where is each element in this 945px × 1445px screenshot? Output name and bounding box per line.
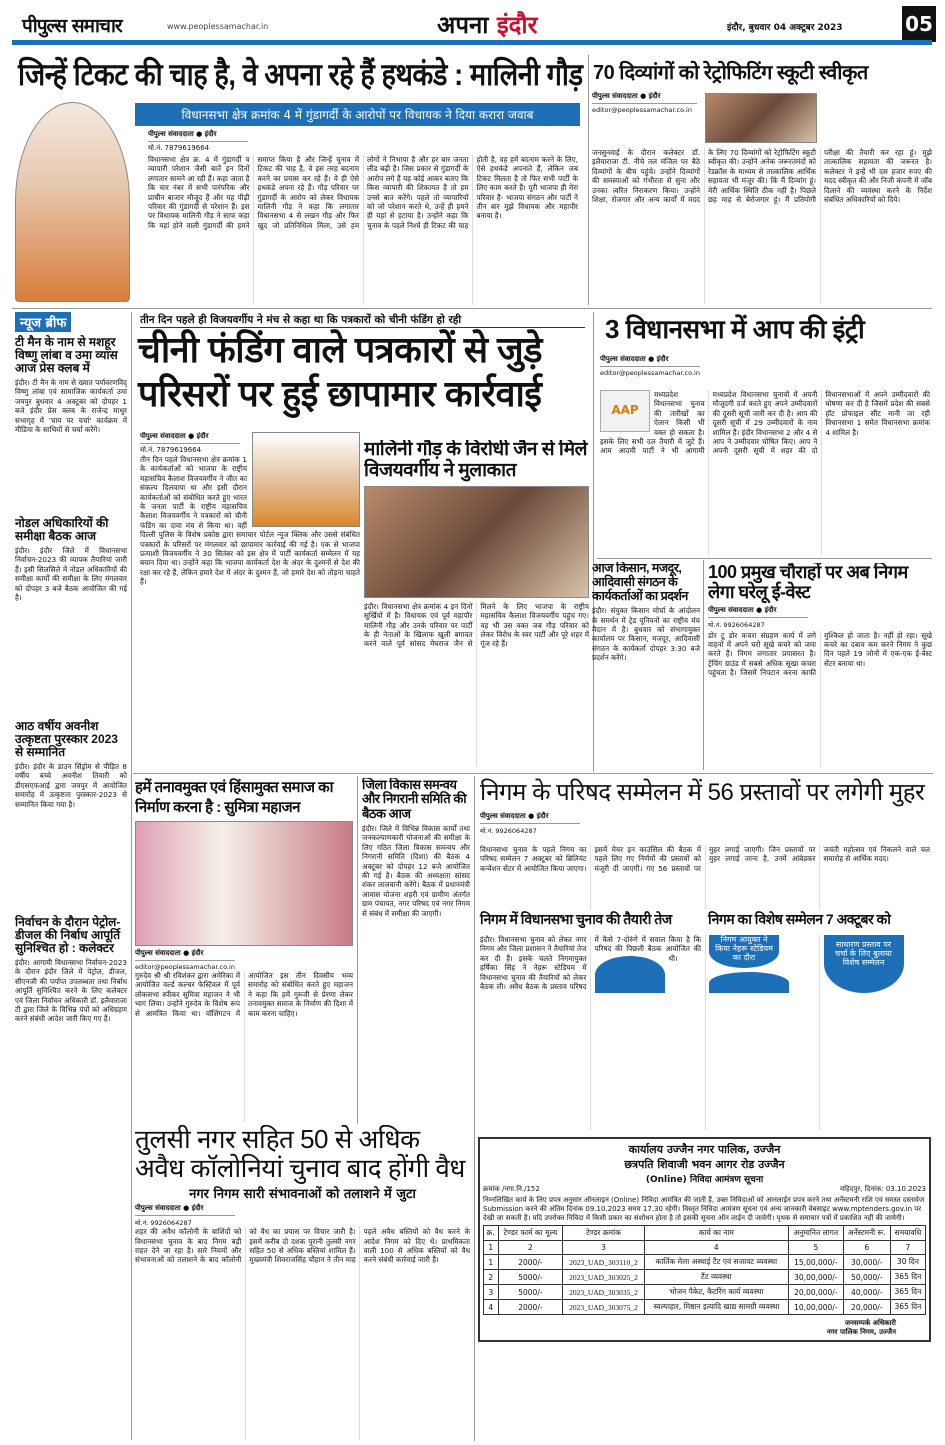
table-cell: 30,00,000/- [789,1270,844,1285]
story-aap [600,390,930,555]
story-china-kicker: तीन दिन पहले ही विजयवर्गीय ने मंच से कहा था कि पत्रकारों को चीनी फंडिंग हो रही [140,313,585,328]
page-number: 05 [902,6,936,42]
brief-text: इंदौर। इंदौर जिले में विधानसभा निर्वाचन-2023 की व्यापक तैयारियां जारी हैं। इसी सिलसिले में नोडल अधिकारियों की समीक्षा कार्यों की समीक्षा के लिए मंगलवार को दोपहर 3 बजे बैठक आयोजित की गई है। [15,546,127,603]
story-protest [592,562,700,767]
table-cell: टैंट व्यवस्था [644,1270,788,1285]
brief-title: निर्वाचन के दौरान पेट्रोल-डीजल की निर्बाध आपूर्ति सुनिश्चित हो : कलेक्टर [15,915,121,955]
tender-table [483,1225,926,1315]
story-scooty-body: जनसुनवाई के दौरान कलेक्टर डॉ. इलैयाराजा टी. नीचे तल मंजिल पर बैठे दिव्यांगों के बीच पहुंचे। उन्होंने दिव्यांगों की समस्याओं को गंभीरता से सुना और उनका त्वरित निराकरण किया। उन्होंने शिक्षा, रोजगार और अन्य कार्यों में मदद के लिए 70 दिव्यांगों को रेट्रोफिटिंग स्कूटी स्वीकृत की। उन्होंने अनेक जरूरतमंदों को रेडक्रॉस के माध्यम से तात्कालिक आर्थिक सहायता भी मंजूर की। किं मैं दिव्यांग हूं। मेरी आर्थिक स्थिति ठीक नहीं है। पिछले छह माह से बेरोजगार हूं। मैं प्रतियोगी परीक्षा की तैयारी कर रहा हूं। मुझे तात्कालिक सहायता की जरूरत है। कलेक्टर ने इन्हें भी दस हजार रुपए की मदद स्वीकृत की और निजी कंपनी में जॉब दिलाने की व्यवस्था करने के निर्देश संबंधित अधिकारियों को दिये। [592,148,932,205]
section-title-a: अपना [437,11,489,39]
story-colony-subhead: नगर निगम सारी संभावनाओं को तलाशने में जुटा [189,1187,416,1203]
byline: पीपुल्स संवाददाता ● इंदौर [600,355,700,367]
byline: पीपुल्स संवाददाता ● इंदौर [708,606,808,618]
divider [133,773,933,774]
brief-text: इंदौर। टी मैन के नाम से ख्यात पर्यावरणविद् विष्णु लांबा एवं सामाजिक कार्यकर्ता उमा जयपुर बुधवार 4 अक्टूबर को दोपहर 1 बजे इंदौर प्रेस क्लब के राजेन्द्र माथुर सभागृह में 'चाय पर चर्चा' कार्यक्रम में मीडिया के साथियों से चर्चा करेंगे। [15,378,127,435]
mobile-number: मो.नं. 9926064287 [708,620,765,629]
meeting-photo [364,486,589,598]
mobile-number: मो.नं. 9926064287 [480,827,537,835]
masthead [12,6,932,40]
aap-logo: AAP [600,390,650,432]
divider [588,55,589,305]
table-cell: 30,000/- [843,1255,890,1270]
story-china [140,432,360,767]
newspaper-logo: पीपुल्स समाचार [22,15,122,37]
tender-title: (Online) निविदा आमंत्रण सूचना [645,1175,764,1185]
table-cell: 365 दिन [890,1300,925,1315]
signatory-title: जनसम्पर्क अधिकारी [844,1319,896,1327]
table-number-row [484,1241,926,1255]
story-body: तीन दिन पहले विधानसभा क्षेत्र क्रमांक 1 के कार्यकर्ताओं को भाजपा के राष्ट्रीय महासचिव कैलाश विजयवर्गीय ने जीत का संकल्प दिलवाया था और इसी दौरान कार्यकर्ताओं को संबोधित करते हुए भारत के जनता पार्टी के राष्ट्रीय महासचिव कैलाश विजयवर्गीय ने पत्रकारों को चीनी फंडिंग का दावा मंच से किया था। वहीं दिल्ली पुलिस के विशेष प्रकोष्ठ द्वारा समाचार पोर्टल न्यूज क्लिक और उससे संबंधित पत्रकारों के परिसरों पर मंगलवार को छापामार कार्रवाई की गई है। एक से भाजपा प्रत्याशी विजयवर्गीय ने 30 सितंबर को इस क्षेत्र में पार्टी कार्यकर्ता सम्मेलन में यह बयान दिया था। उन्होंने कहा कि भाजपा कार्यकर्ता देश के अंदर के दुश्मनों से देश की रक्षा कर रहे हैं, लेकिन हमारे देश में अंदर के दुश्मन हैं, जो हमारे देश को तोड़ना चाहते हैं। [140,455,360,587]
tender-address: छत्रपति शिवाजी भवन आगर रोड उज्जैन [624,1158,785,1171]
story-colony-headline: तुलसी नगर सहित 50 से अधिक अवैध कॉलोनियां चुनाव बाद होंगी वैध [135,1125,465,1183]
table-row [484,1255,926,1270]
story-council-body: विधानसभा चुनाव के पहले निगम का परिषद सम्मेलन 7 अक्टूबर को ब्रिलियंट कन्वेंशन सेंटर में आयोजित किया जाएगा। इसमें मेयर इन काउंसिल की बैठक में पहले लिए गए निर्णयों की प्रस्तावों को मंजूरी दी जाएगी। गए 56 प्रस्तावों पर मुहर लगाई जाएगी। जिन प्रस्तावों पर मुहर लगाई जाना है, उनमें आंबेडकर जयंती महोत्सव एवं निकलने वाले चल समारोह से आर्थिक मदद। [480,845,930,873]
story-aap-headline: 3 विधानसभा में आप की इंट्री [605,314,865,344]
section-title [437,8,537,41]
council-callout-1: निगम आयुक्त ने किया नेहरू स्टेडियम का दौरा [595,935,780,993]
col-header: अनुमानित लागत [789,1226,844,1241]
table-cell: 3 [484,1285,499,1300]
story-council-headline: निगम के परिषद सम्मेलन में 56 प्रस्तावों पर लगेगी मुहर [480,779,925,806]
divider [703,560,704,770]
table-cell: 4 [484,1300,499,1315]
brief-item [15,916,127,1378]
story-malini-headline: जिन्हें टिकट की चाह है, वे अपना रहे हैं हथकंडे : मालिनी गौड़ [18,57,583,92]
byline: पीपुल्स संवाददाता ● इंदौर [135,949,235,961]
brief-title: टी मैन के नाम से मशहूर विष्णु लांबा व उमा व्यास आज प्रेस क्लब में [15,335,118,375]
col-header: क्र. [484,1226,499,1241]
story-colony-block [135,1125,470,1440]
byline: पीपुल्स संवाददाता ● इंदौर [592,92,697,104]
col-header: टेण्डर फार्म का मूल्य [498,1226,563,1241]
table-cell: 1 [484,1255,499,1270]
section-title-b: इंदौर [496,11,538,39]
masthead-rule [12,40,932,45]
story-protest-body: इंदौर। संयुक्त किसान मोर्चा के आंदोलन के समर्थन में ट्रेड यूनियनों का राष्ट्रीय मंच मैदान में है। बुधवार को संभागायुक्त कार्यालय पर किसान, मजदूर, आदिवासी संगठन के कार्यकर्ता दोपहर 3:30 बजे प्रदर्शन करेंगे। [592,606,700,663]
table-cell: भोजन पैकेट, कैटरिंग कार्य व्यवस्था [644,1285,788,1300]
table-cell: 40,000/- [843,1285,890,1300]
signatory-office: नगर पालिक निगम, उज्जैन [826,1328,896,1336]
table-cell: 50,000/- [843,1270,890,1285]
story-ewaste-body: डोर टू डोर कचरा संग्रहण कार्य में लगे वाहनों में अपने घरों सूखे कचरे को जमा करते हैं। निगम लगातार प्रयासरत है। ट्रेंचिंग ग्राउंड में सबसे अधिक सूखा कचरा पहुंचता है। जिसमें निपटान करना काफी मुश्किल हो जाता है। नहीं हो रहा। सूखे कचरे का दबाव कम करने निगम ने कुछ दिन पहले 19 जोनों में एक-एक ई-वेस्ट सेंटर बनाया था। [708,630,932,678]
table-cell: कार्तिक मेला अस्थाई टैंट एवं सजावट व्यवस्था [644,1255,788,1270]
story-malini-subhead: विधानसभा क्षेत्र क्रमांक 4 में गुंडागर्दी के आरोपों पर विधायक ने दिया करारा जवाब [135,103,580,126]
story-malini [148,130,578,305]
tender-office: कार्यालय उज्जैन नगर पालिक, उज्जैन [628,1143,781,1156]
news-brief-sidebar [15,312,127,1440]
website-url[interactable]: www.peoplessamachar.in [167,22,269,31]
col-number: 6 [843,1241,890,1255]
table-cell: स्वल्पाहार, मिष्ठान इत्यादि खाद्य सामग्री व्यवस्था [644,1300,788,1315]
issue-date: इंदौर, बुधवार 04 अक्टूबर 2023 [727,23,843,33]
mobile-number: मो.नं. 7879619664 [148,144,210,152]
story-council-sub-body: इंदौर। विधानसभा चुनाव को लेकर नगर निगम और जिला प्रशासन ने तैयारियां तेज कर दी हैं। इसके चलते निगमायुक्त हर्षिका सिंह ने नेहरू स्टेडियम में विधानसभा चुनाव की तैयारियों को लेकर बैठक ली। अवैध बैठक के प्रस्ताव परिषद में कैसे 7-दोरुंगे में सवाल किया है कि परिषद की पिछली बैठक आयोजित की थी। [480,935,701,992]
table-row [484,1285,926,1300]
divider [12,308,932,309]
mahajan-photo [135,821,353,946]
tender-date: महिदपुर, दिनांक: 03.10.2023 [840,1185,926,1193]
table-cell: 2023_UAD_303035_2 [563,1285,644,1300]
divider [131,312,132,1440]
col-header: कार्य का नाम [644,1226,788,1241]
divider [597,558,932,559]
table-cell: 10,00,000/- [789,1300,844,1315]
vijayvargiya-photo [252,432,360,527]
story-body: शहर की अवैध कॉलोनी के बाशिंदों को विधानसभा चुनाव के बाद निगम बड़ी राहत देने जा रहा है। सारे नियमों और संभावनाओं को तलाशने के बाद कॉलोनी को वैध का प्रयास पर विचार जारी है। इसमें करीब दो दशक पुरानी तुलसी नगर सहित 50 से अधिक बस्तियां शामिल हैं। मुख्यमंत्री शिवराजसिंह चौहान ने तीन माह पहले अवैध बस्तियों को वैध करने के आदेश निगम को दिए थे। प्राथमिकता वाली 100 से अधिक बस्तियों को वैध करने संबंधी कार्रवाई जारी है। [135,1227,470,1265]
news-brief-label: न्यूज ब्रीफ [15,312,71,332]
byline: पीपुल्स संवाददाता ● इंदौर [480,812,580,824]
table-cell: 2 [484,1270,499,1285]
brief-item [15,517,127,716]
table-cell: 20,000/- [843,1300,890,1315]
byline: पीपुल्स संवाददाता ● इंदौर [135,1204,235,1216]
col-number: 3 [563,1241,644,1255]
story-disha [362,778,470,1122]
brief-title: आठ वर्षीय अवनीश उत्कृष्टता पुरस्कार 2023 से सम्मानित [15,719,118,759]
scooty-photo [705,93,817,143]
story-body: गुरुदेव श्री श्री रविशंकर द्वारा अमेरिका में आयोजित वर्ल्ड कल्चर फेस्टिवल में पूर्व लोकसभा स्पीकर सुमित्रा महाजन ने भी भाग लिया। उन्होंने गुरुदेव के विशेष रूप से आमंत्रित किया था। वॉशिंगटन में आयोजित इस तीन दिवसीय भव्य समारोह को संबोधित करते हुए महाजन ने कहा कि हमें गुरुजी से प्रेरणा लेकर तनावमुक्त समाज के निर्माण की दिशा में काम करना चाहिए। [135,971,353,1018]
divider [357,776,358,1124]
col-number: 1 [484,1241,499,1255]
tender-signature [483,1319,926,1337]
tender-intro: निम्नलिखित कार्य के लिए प्रपत्र अनुसार ऑनलाइन (Online) निविदा आमंत्रित की जाती हैं, उक्त निविदाओं को आनलाईन प्रपत्र करने तथा अर्नेस्टमनी राशि एवं समस्त दस्तावेज Submission करने की अंतिम दिनांक 09.10.2023 समय 17.30 रहेगी। विस्तृत निविदा आमंत्रण सूचना एवं अन्य जानकारी वेबसाइट www.mptenders.gov.in पर देखी जा सकती है। यदि उपरोक्त निविदा में किसी प्रकार का संशोधन होता है तो इसकी सूचना ऑन लाईन दी जावेगी। पृथक से समाचार पत्रों में प्रकाशित नहीं की जायेगी। [483,1196,925,1222]
story-ewaste-headline: 100 प्रमुख चौराहों पर अब निगम लेगा घरेलू ई-वेस्ट [708,563,908,602]
story-disha-body: इंदौर। जिले में विभिन्न विकास कार्यों तथा जनकल्याणकारी योजनाओं की समीक्षा के लिए गठित जिला विकास समन्वय और निगरानी समिति (दिशा) की बैठक 4 अक्टूबर को दोपहर 12 बजे आयोजित की गई है। बैठक की अध्यक्षता सांसद शंकर लालवानी करेंगे। बैठक में प्रधानमंत्री आवास योजना शहरी एवं ग्रामीण अंतर्गत ग्राम पंचायत, नगर परिषद एवं नगर निगम से संबंध में समीक्षा की जाएगी। [362,823,470,918]
story-disha-headline: जिला विकास समन्वय और निगरानी समिति की बैठक आज [362,778,467,821]
table-cell: 15,00,000/- [789,1255,844,1270]
story-aap-byline [600,355,700,377]
table-cell: 2023_UAD_303025_2 [563,1270,644,1285]
table-cell: 2000/- [498,1300,563,1315]
brief-item [15,336,127,513]
story-council-byline [480,812,580,835]
table-row [484,1300,926,1315]
story-ewaste [708,563,932,768]
story-scooty-headline: 70 दिव्यांगों को रेट्रोफिटिंग स्कूटी स्वीकृत [593,62,868,84]
email[interactable]: editor@peoplessamachar.co.in [600,369,700,377]
table-cell: 20,00,000/- [789,1285,844,1300]
table-row [484,1270,926,1285]
story-china-headline-1: चीनी फंडिंग वाले पत्रकारों से जुड़े [138,329,543,370]
story-china-headline-2: परिसरों पर हुई छापामार कार्रवाई [138,373,542,414]
table-cell: 2023_UAD_303110_2 [563,1255,644,1270]
table-cell: 365 दिन [890,1285,925,1300]
brief-title: नोडल अधिकारियों की समीक्षा बैठक आज [15,516,109,543]
story-special-meeting-headline: निगम का विशेष सम्मेलन 7 अक्टूबर को [708,911,891,927]
email[interactable]: editor@peoplessamachar.co.in [592,106,692,114]
col-header: अर्नेस्टमनी रू. [843,1226,890,1241]
table-cell: 2000/- [498,1255,563,1270]
story-meeting-body: इंदौर। विधानसभा क्षेत्र क्रमांक 4 इन दिनों सुर्खियों में है। विधायक एवं पूर्व महापौर मालिनी गौड़ और उनके परिवार पर पार्टी के ही नेताओं के खिलाफ खुली बगावत करने वाले पूर्व सांसद मेघराज जैन से मिलने के लिए भाजपा के राष्ट्रीय महासचिव कैलाश विजयवर्गीय पहुंच गए। वह भी उस वक्त जब गौड़ परिवार को लेकर विरोध के स्वर पार्टी और पूरे शहर में गूंज रहे हैं। [364,601,589,649]
story-council-sub [480,935,930,1130]
story-ewaste-byline [708,606,808,631]
col-number: 4 [644,1241,788,1255]
email[interactable]: editor@peoplessamachar.co.in [135,963,235,971]
council-callout-2: साधारण प्रस्ताव पर चर्चा के लिए बुलाया विशेष सम्मेलन [709,935,904,993]
table-cell: 30 दिन [890,1255,925,1270]
col-number: 2 [498,1241,563,1255]
tender-ref: क्रमांक /नगा.नि./152 [483,1185,540,1193]
divider [474,776,475,1441]
malini-gaur-photo [15,102,130,302]
byline: पीपुल्स संवाददाता ● इंदौर [140,432,240,444]
byline: पीपुल्स संवाददाता ● इंदौर [148,130,248,142]
story-mahajan [135,778,353,1122]
table-header-row [484,1226,926,1241]
story-body: विधानसभा क्षेत्र क्र. 4 में गुंडागर्दी व व्यापारी परेशान जैसी बातें इन दिनों लगातार सामने आ रही हैं। कहा जाता है कि चार नंबर में सभी पारंपरिक और प्राचीन बाजार मौजूद हैं और यह पीढ़ी परिवार की गुंडागर्दी से परेशान हैं। इस पर विधायक मालिनी गौड़ ने साफ कहा कि यहां होने वाली गुंडागर्दी की हमने समाप्त किया है और जिन्हें चुनाव में टिकट की चाह है, वे इस तरह बदनाम करने का प्रयास कर रहे हैं। वे ही ऐसे हथकंडे अपना रहे हैं। गौड़ परिवार पर गुंडागर्दी के आरोप को लेकर विधायक मालिनी गौड़ ने कहा कि लगातार विधानसभा 4 से लखन गौड़ और फिर खुद जो प्रतिनिधित्व मिला, उसे हम लोगों ने निभाया है और हर बार जनता लीड बढ़ी है। जिस प्रकार से गुंडागर्दी के आरोप लगे हैं यह कोई आकर बताए कि किस व्यापारी की शिकायत है तो हम उनसे बात करेंगे। पहले तो व्यापारियों को जो परेशान करते थे, उन्हें ही हमने ही यहां से हटाया है। उन्होंने कहा कि चुनाव के पहले निश्चे ही टिकट की चाह होती है, वह हमें बदनाम करने के लिए, ऐसे हथकंडे अपनाते हैं, लेकिन जब टिकट मिलता है तो फिर सभी पार्टी के लिए काम करते हैं। पूरी भाजपा ही मेरा परिवार है- भाजपा संगठन और पार्टी ने तीन बार मुझे विधायक और महापौर बनाया है। [148,155,578,230]
tender-notice [478,1137,931,1342]
table-cell: 2023_UAD_303075_2 [563,1300,644,1315]
col-number: 7 [890,1241,925,1255]
story-mahajan-headline: हमें तनावमुक्त एवं हिंसामुक्त समाज का निर्माण करना है : सुमित्रा महाजन [135,779,334,816]
col-header: टेण्डर क्रमांक [563,1226,644,1241]
story-protest-headline: आज किसान, मजदूर, आदिवासी संगठन के कार्यकर्ताओं का प्रदर्शन [592,562,688,603]
table-cell: 365 दिन [890,1270,925,1285]
story-aap-body: मध्यप्रदेश विधानसभा चुनाव की तारीखों का ऐलान किसी भी वक्त हो सकता है। इसके लिए सभी दल तैयारी में जुटे हैं। आम आदमी पार्टी ने भी आगामी मध्यप्रदेश विधानसभा चुनावों में अपनी मौजूदगी दर्ज करते हुए अपने उम्मीदवारों की दूसरी सूची जारी कर दी है। आप की दूसरी सूची में 29 उम्मीदवारों के नाम शामिल हैं। इंदौर विधानसभा 2 और 4 से आप ने उम्मीदवार घोषित किए। आप ने अपनी दूसरी सूची में शहर की दो विधानसभाओं में अपने उम्मीदवारों की घोषणा कर दी है जिसमें प्रदेश की सबसे हॉट प्रोफाइल सीट मानी जा रही विधानसभा 1 समेत विधानसभा क्रमांक 4 शामिल है। [600,390,930,456]
brief-item [15,720,127,912]
mobile-number: मो.नं. 9926064287 [135,1219,192,1228]
story-election-prep-headline: निगम में विधानसभा चुनाव की तैयारी तेज [480,911,672,927]
table-cell: 5000/- [498,1270,563,1285]
table-cell: 5000/- [498,1285,563,1300]
story-meeting-headline: मालिनी गौड़ के विरोधी जैन से मिले विजयवर्गीय ने मुलाकात [364,440,588,481]
mobile-number: मो.नं. 7879619664 [140,446,202,454]
brief-text: इंदौर। इंदौर के डाउन सिंड्रोम से पीड़ित 8 वर्षीय बच्चे अवनीश तिवारी को डीएसएफआई द्वारा जयपुर में आयोजित समारोह में उत्कृष्टता पुरस्कार-2023 से सम्मानित किया गया है। [15,762,127,809]
col-number: 5 [789,1241,844,1255]
story-scooty-byline [592,92,697,114]
story-meeting [364,440,589,767]
brief-text: इंदौर। आगामी विधानसभा निर्वाचन-2023 के दौरान इंदौर जिले में पेट्रोल, डीजल, सीएनजी की पर्याप्त उपलब्धता तथा निर्बाध आपूर्ति सुनिश्चित करने के लिए कलेक्टर एवं जिला निर्वाचन अधिकारी डॉ. इलैयाराजा टी द्वारा जिले के विभिन्न पंपों को अधिग्रहण करने संबंधी आदेश जारी किए गए हैं। [15,958,127,1024]
col-header: समयावधि [890,1226,925,1241]
